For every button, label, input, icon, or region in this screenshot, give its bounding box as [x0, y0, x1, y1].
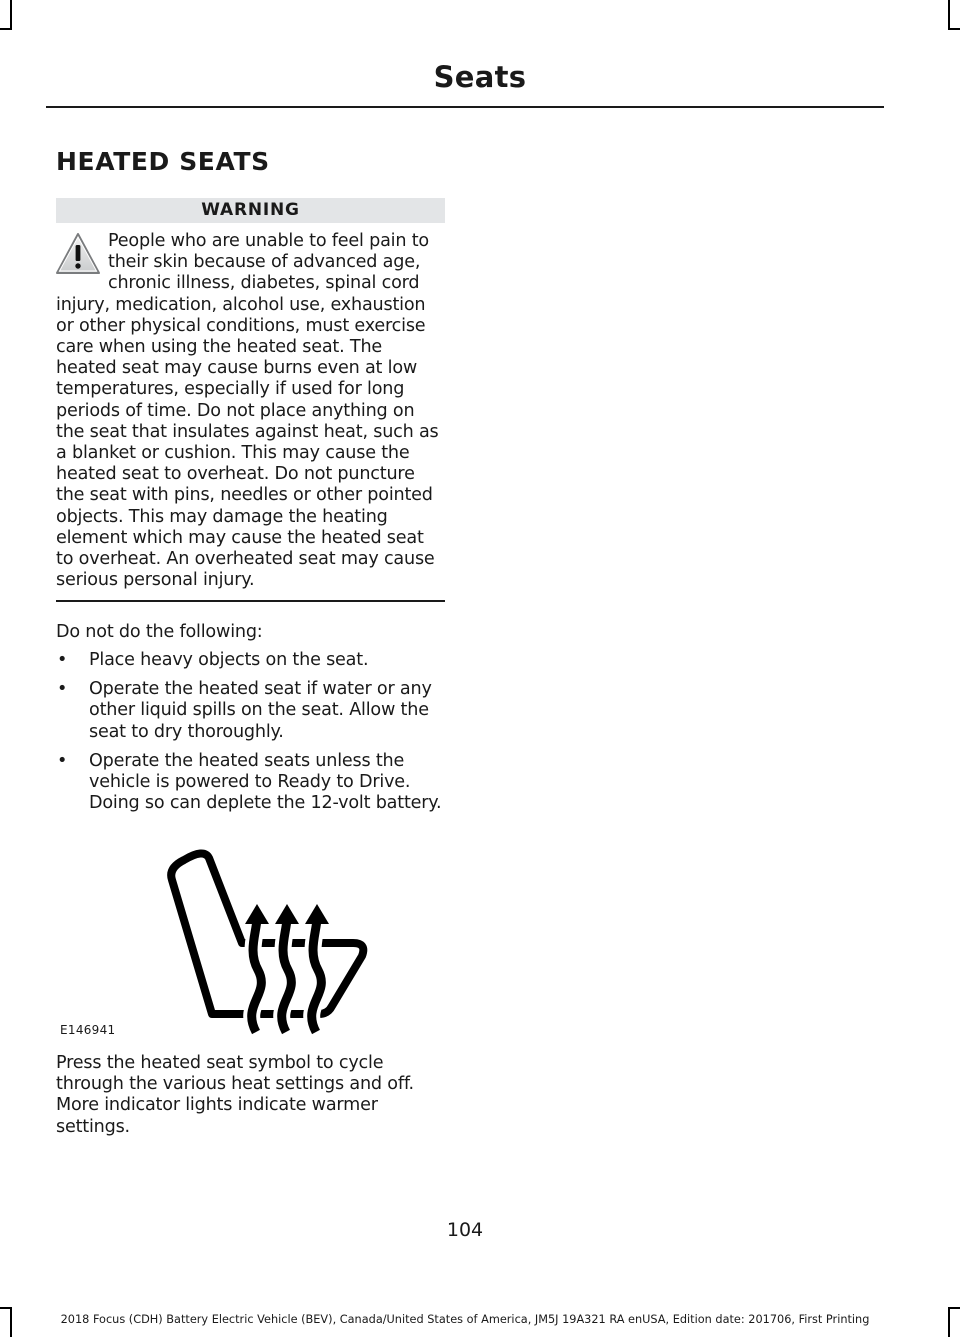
bullet: • — [57, 650, 68, 670]
page-header-title: Seats — [433, 60, 527, 94]
list-item-text: Operate the heated seats unless the vehicle is powered to Ready to Drive. Doing so can deplete the 12-volt battery. — [89, 750, 442, 814]
crop-mark — [948, 28, 960, 30]
list-item — [56, 679, 448, 743]
crop-mark — [0, 28, 12, 30]
figure-label: E146941 — [60, 1023, 116, 1037]
instructions-list — [56, 650, 448, 822]
list-item — [56, 751, 448, 815]
bullet: • — [57, 750, 68, 771]
warning-label: WARNING — [56, 198, 445, 223]
crop-mark — [0, 1307, 12, 1309]
list-item — [56, 650, 448, 671]
header-divider — [46, 106, 884, 108]
section-title: HEATED SEATS — [56, 147, 270, 176]
page-number: 104 — [446, 1219, 484, 1241]
list-item-text: Operate the heated seat if water or any other liquid spills on the seat. Allow the seat to dry thoroughly. — [89, 679, 432, 742]
warning-icon-spacer — [56, 231, 108, 293]
crop-mark — [948, 0, 950, 28]
list-item-text: Place heavy objects on the seat. — [89, 650, 369, 670]
instructions-intro: Do not do the following: — [56, 622, 263, 642]
bullet: • — [57, 679, 68, 700]
warning-text-block — [56, 231, 445, 591]
warning-divider — [56, 600, 445, 602]
page-footer: 2018 Focus (CDH) Battery Electric Vehicle (BEV), Canada/United States of America, JM5J 19A321 RA enUSA, Edition date: 201706, First Printing — [60, 1313, 870, 1326]
warning-text: People who are unable to feel pain to their skin because of advanced age, chronic illness, diabetes, spinal cord injury, medication, alcohol use, exhaustion or other physical conditions, must exercise care when using the heated seat. The heated seat may cause burns even at low temperatures, especially if used for long periods of time. Do not place anything on the seat that insulates against heat, such as a blanket or cushion. This may cause the heated seat to overheat. Do not puncture the seat with pins, needles or other pointed objects. This may damage the heating element which may cause the heated seat to overheat. An overheated seat may cause serious personal injury. — [56, 231, 439, 591]
figure-description: Press the heated seat symbol to cycle through the various heat settings and off. More indicator lights indicate warmer settings. — [56, 1053, 414, 1137]
crop-mark — [948, 1307, 960, 1309]
crop-mark — [948, 1309, 950, 1337]
heated-seat-icon — [56, 844, 448, 1040]
crop-mark — [10, 0, 12, 28]
